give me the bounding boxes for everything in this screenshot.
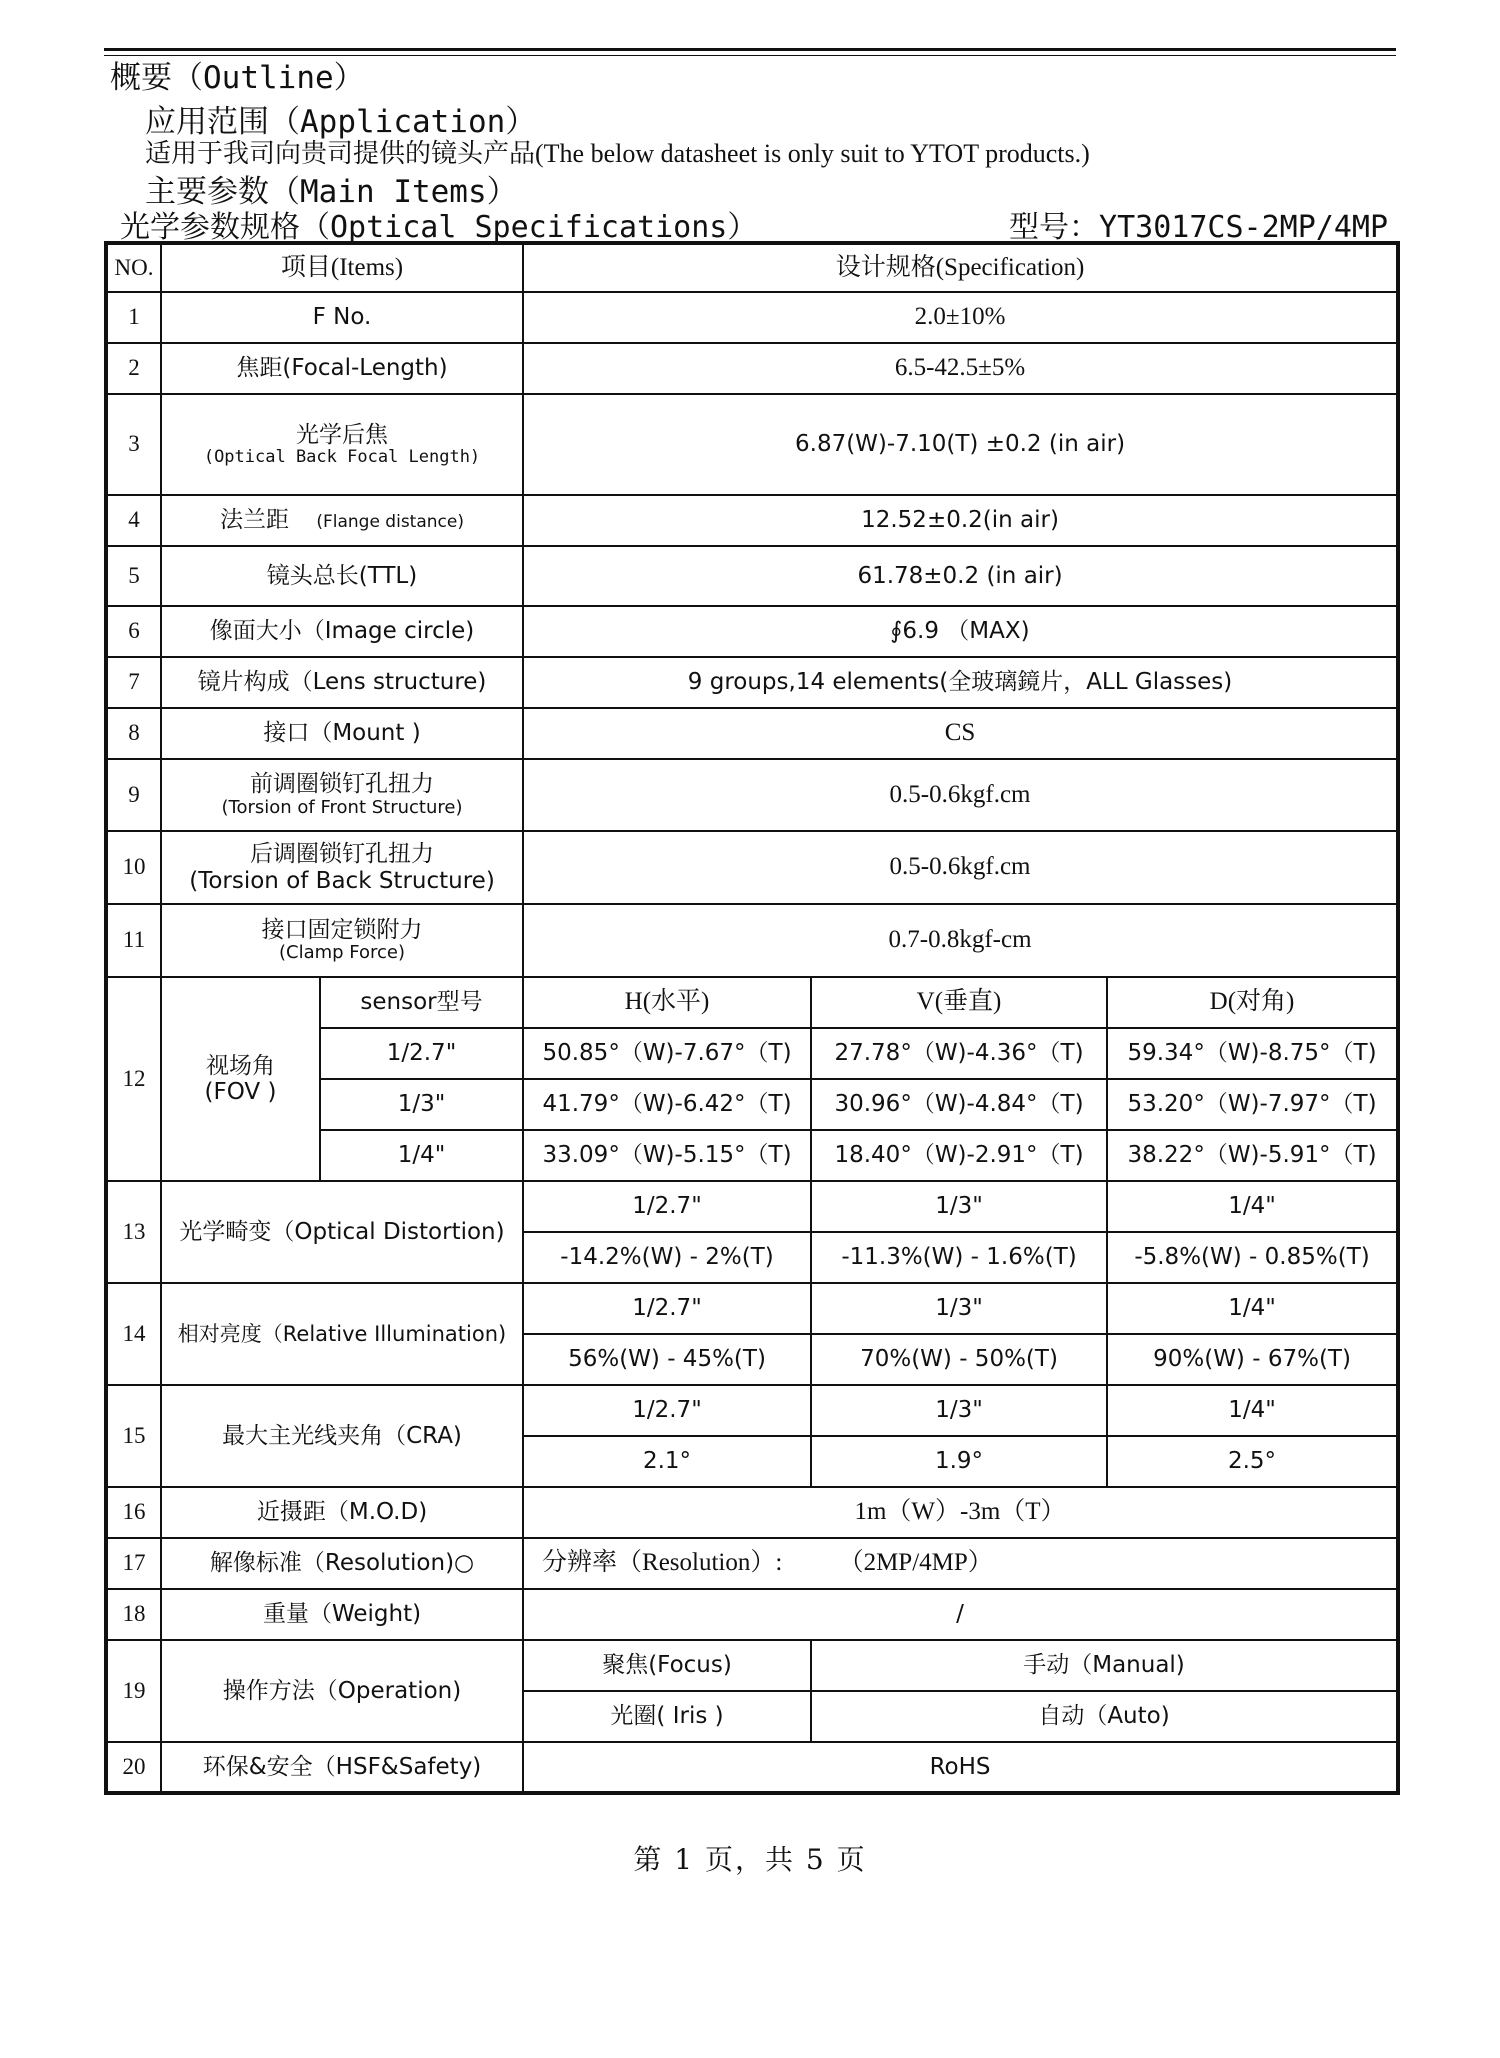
spec-cell: 12.52±0.2(in air): [523, 495, 1398, 546]
cra-sensor-row: [106, 1385, 1398, 1436]
item-cell: 解像标准（Resolution)○: [161, 1538, 523, 1589]
table-row: [106, 759, 1398, 831]
cra-value: 1.9°: [811, 1436, 1107, 1487]
item-sublabel: (Clamp Force): [278, 942, 406, 964]
header-items: 项目(Items): [161, 243, 523, 292]
fov-v: 30.96°（W)-4.84°（T): [811, 1079, 1107, 1130]
row-no: 6: [106, 606, 161, 657]
heading-main-items: 主要参数（Main Items）: [145, 174, 518, 210]
illumination-value: 56%(W) - 45%(T): [523, 1334, 811, 1385]
iris-value: 自动（Auto): [811, 1691, 1398, 1742]
sensor-size: 1/2.7": [523, 1283, 811, 1334]
row-no: 11: [106, 904, 161, 977]
operation-focus-row: [106, 1640, 1398, 1691]
spec-cell: 61.78±0.2 (in air): [523, 546, 1398, 606]
heading-application: 应用范围（Application）: [145, 104, 537, 140]
item-cell: F No.: [161, 292, 523, 343]
item-sublabel: (Flange distance): [316, 512, 464, 533]
table-row: [106, 708, 1398, 759]
spec-cell: 6.5-42.5±5%: [523, 343, 1398, 394]
table-row: [106, 495, 1398, 546]
row-no: 10: [106, 831, 161, 904]
table-row: [106, 1487, 1398, 1538]
fov-d: 38.22°（W)-5.91°（T): [1107, 1130, 1398, 1181]
item-cell: [161, 977, 320, 1181]
sensor-size: 1/3": [811, 1283, 1107, 1334]
focus-value: 手动（Manual): [811, 1640, 1398, 1691]
item-cell: [161, 394, 523, 495]
table-row: [106, 394, 1398, 495]
item-cell: 最大主光线夹角（CRA): [161, 1385, 523, 1487]
fov-sensor: 1/2.7": [320, 1028, 523, 1079]
row-no: 17: [106, 1538, 161, 1589]
item-cell: 相对亮度（Relative Illumination): [161, 1283, 523, 1385]
item-cell: 镜片构成（Lens structure): [161, 657, 523, 708]
resolution-label: 分辨率（Resolution）:: [542, 1549, 783, 1577]
table-row: [106, 657, 1398, 708]
sensor-size: 1/4": [1107, 1385, 1398, 1436]
table-header-row: [106, 243, 1398, 292]
item-cell: 操作方法（Operation): [161, 1640, 523, 1742]
item-label: 接口固定锁附力: [261, 916, 423, 943]
top-rule: [104, 48, 1396, 51]
table-row: [106, 831, 1398, 904]
fov-sensor: 1/4": [320, 1130, 523, 1181]
spec-cell: 9 groups,14 elements(全玻璃鏡片，ALL Glasses): [523, 657, 1398, 708]
item-cell: 镜头总长(TTL): [161, 546, 523, 606]
item-cell: 重量（Weight): [161, 1589, 523, 1640]
fov-v-label: V(垂直): [811, 977, 1107, 1028]
fov-d: 59.34°（W)-8.75°（T): [1107, 1028, 1398, 1079]
spec-cell: 0.5-0.6kgf.cm: [523, 831, 1398, 904]
row-no: 1: [106, 292, 161, 343]
row-no: 20: [106, 1742, 161, 1793]
spec-cell: 1m（W）-3m（T）: [523, 1487, 1398, 1538]
header-spec: 设计规格(Specification): [523, 243, 1398, 292]
row-no: 5: [106, 546, 161, 606]
distortion-value: -11.3%(W) - 1.6%(T): [811, 1232, 1107, 1283]
row-no: 12: [106, 977, 161, 1181]
spec-table: [104, 241, 1400, 1795]
spec-cell: CS: [523, 708, 1398, 759]
item-label: 光学后焦: [296, 421, 388, 448]
table-row: [106, 546, 1398, 606]
model-number: 型号：YT3017CS-2MP/4MP: [1009, 210, 1388, 245]
fov-sensor: 1/3": [320, 1079, 523, 1130]
table-row: [106, 606, 1398, 657]
sensor-size: 1/4": [1107, 1283, 1398, 1334]
fov-h-label: H(水平): [523, 977, 811, 1028]
spec-cell: [523, 1538, 1398, 1589]
row-no: 2: [106, 343, 161, 394]
item-label: 后调圈锁钉孔扭力: [250, 841, 434, 868]
item-label: 法兰距: [220, 507, 290, 534]
row-no: 16: [106, 1487, 161, 1538]
spec-cell: 0.7-0.8kgf-cm: [523, 904, 1398, 977]
table-row: [106, 1742, 1398, 1793]
item-cell: [161, 904, 523, 977]
item-cell: 像面大小（Image circle): [161, 606, 523, 657]
cra-value: 2.5°: [1107, 1436, 1398, 1487]
spec-cell: 6.87(W)-7.10(T) ±0.2 (in air): [523, 394, 1398, 495]
item-cell: [161, 831, 523, 904]
fov-h: 50.85°（W)-7.67°（T): [523, 1028, 811, 1079]
focus-label: 聚焦(Focus): [523, 1640, 811, 1691]
sensor-size: 1/4": [1107, 1181, 1398, 1232]
header-no: NO.: [106, 243, 161, 292]
sensor-size: 1/3": [811, 1385, 1107, 1436]
item-cell: 焦距(Focal-Length): [161, 343, 523, 394]
row-no: 19: [106, 1640, 161, 1742]
illumination-value: 90%(W) - 67%(T): [1107, 1334, 1398, 1385]
fov-sensor-label: sensor型号: [320, 977, 523, 1028]
item-cell: [161, 495, 523, 546]
row-no: 4: [106, 495, 161, 546]
fov-v: 27.78°（W)-4.36°（T): [811, 1028, 1107, 1079]
item-sublabel: (Torsion of Front Structure): [221, 796, 463, 818]
row-no: 14: [106, 1283, 161, 1385]
resolution-value: （2MP/4MP）: [838, 1549, 993, 1577]
fov-v: 18.40°（W)-2.91°（T): [811, 1130, 1107, 1181]
spec-cell: ∮6.9 （MAX): [523, 606, 1398, 657]
distortion-value: -5.8%(W) - 0.85%(T): [1107, 1232, 1398, 1283]
cra-value: 2.1°: [523, 1436, 811, 1487]
sensor-size: 1/3": [811, 1181, 1107, 1232]
heading-outline: 概要（Outline）: [110, 60, 365, 96]
distortion-sensor-row: [106, 1181, 1398, 1232]
row-no: 7: [106, 657, 161, 708]
fov-d-label: D(对角): [1107, 977, 1398, 1028]
item-label: 视场角: [206, 1052, 275, 1079]
spec-cell: 2.0±10%: [523, 292, 1398, 343]
item-cell: [161, 759, 523, 831]
item-cell: 接口（Mount ): [161, 708, 523, 759]
row-no: 13: [106, 1181, 161, 1283]
table-row: [106, 1538, 1398, 1589]
distortion-value: -14.2%(W) - 2%(T): [523, 1232, 811, 1283]
table-row: [106, 292, 1398, 343]
illumination-value: 70%(W) - 50%(T): [811, 1334, 1107, 1385]
table-row: [106, 904, 1398, 977]
row-no: 18: [106, 1589, 161, 1640]
fov-header-row: [106, 977, 1398, 1028]
item-sublabel: (Optical Back Focal Length): [203, 446, 481, 467]
fov-d: 53.20°（W)-7.97°（T): [1107, 1079, 1398, 1130]
row-no: 3: [106, 394, 161, 495]
sensor-size: 1/2.7": [523, 1181, 811, 1232]
fov-h: 41.79°（W)-6.42°（T): [523, 1079, 811, 1130]
iris-label: 光圈( Iris ): [523, 1691, 811, 1742]
table-row: [106, 1589, 1398, 1640]
page-footer: 第 1 页，共 5 页: [633, 1843, 867, 1876]
row-no: 8: [106, 708, 161, 759]
application-text: 适用于我司向贵司提供的镜头产品(The below datasheet is only suit to YTOT products.): [145, 139, 1090, 168]
fov-h: 33.09°（W)-5.15°（T): [523, 1130, 811, 1181]
heading-optical-specs: 光学参数规格（Optical Specifications）: [120, 210, 758, 245]
illumination-sensor-row: [106, 1283, 1398, 1334]
spec-cell: 0.5-0.6kgf.cm: [523, 759, 1398, 831]
spec-cell: /: [523, 1589, 1398, 1640]
table-row: [106, 343, 1398, 394]
row-no: 9: [106, 759, 161, 831]
item-label: 前调圈锁钉孔扭力: [250, 771, 434, 798]
item-sublabel: (FOV ): [204, 1079, 277, 1105]
item-cell: 环保&安全（HSF&Safety): [161, 1742, 523, 1793]
spec-cell: RoHS: [523, 1742, 1398, 1793]
item-sublabel: (Torsion of Back Structure): [189, 867, 495, 894]
item-cell: 光学畸变（Optical Distortion): [161, 1181, 523, 1283]
row-no: 15: [106, 1385, 161, 1487]
item-cell: 近摄距（M.O.D): [161, 1487, 523, 1538]
sensor-size: 1/2.7": [523, 1385, 811, 1436]
